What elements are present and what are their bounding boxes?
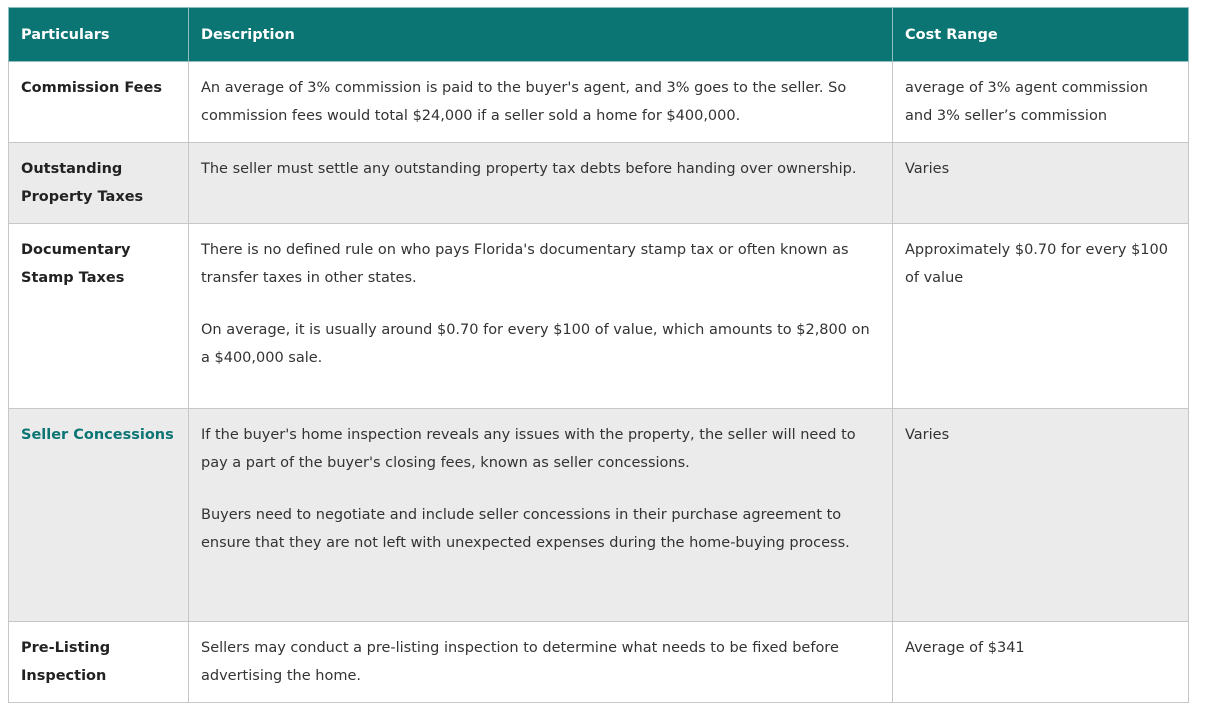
description-cell [189,62,893,143]
particular-cell: Outstanding Property Taxes [9,143,189,224]
description-paragraph: There is no defined rule on who pays Florida's documentary stamp tax or often known as transfer taxes in other states. [201,242,849,286]
cost-range-cell: Varies [893,409,1189,622]
particular-cell: Documentary Stamp Taxes [9,224,189,409]
description-paragraph: The seller must settle any outstanding property tax debts before handing over ownership. [201,161,857,177]
header-cost-range: Cost Range [893,8,1189,62]
description-cell [189,409,893,622]
particular-cell: Commission Fees [9,62,189,143]
table-row [9,143,1189,224]
cost-range-cell: Varies [893,143,1189,224]
description-cell [189,224,893,409]
description-paragraph: On average, it is usually around $0.70 for every $100 of value, which amounts to $2,800 on a $400,000 sale. [201,322,870,366]
description-paragraph: If the buyer's home inspection reveals any issues with the property, the seller will need to pay a part of the buyer's closing fees, known as seller concessions. [201,427,856,471]
header-particulars: Particulars [9,8,189,62]
description-paragraph: Sellers may conduct a pre-listing inspection to determine what needs to be fixed before advertising the home. [201,640,839,684]
particular-cell: Pre-Listing Inspection [9,622,189,703]
cost-range-cell: average of 3% agent commission and 3% seller’s commission [893,62,1189,143]
seller-concessions-link[interactable]: Seller Concessions [9,409,189,622]
table-row [9,224,1189,409]
header-row [9,8,1189,62]
table-row [9,62,1189,143]
table-row [9,622,1189,703]
description-cell [189,143,893,224]
closing-costs-table [8,7,1189,703]
description-cell [189,622,893,703]
table-header [9,8,1189,62]
header-description: Description [189,8,893,62]
cost-range-cell: Approximately $0.70 for every $100 of value [893,224,1189,409]
description-paragraph: An average of 3% commission is paid to the buyer's agent, and 3% goes to the seller. So commission fees would total $24,000 if a seller sold a home for $400,000. [201,80,847,124]
table-row [9,409,1189,622]
cost-range-cell: Average of $341 [893,622,1189,703]
description-paragraph: Buyers need to negotiate and include seller concessions in their purchase agreement to ensure that they are not left with unexpected expenses during the home-buying process. [201,507,850,551]
